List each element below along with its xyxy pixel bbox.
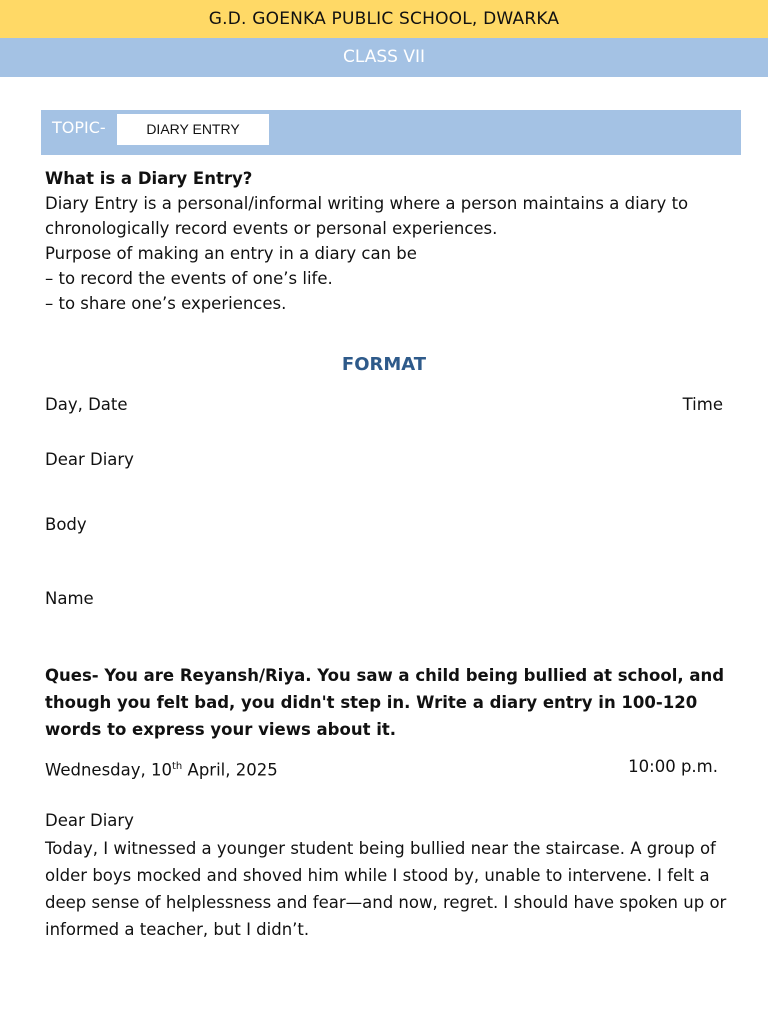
format-day-date: Day, Date [45, 395, 128, 414]
format-time: Time [682, 395, 723, 414]
format-name: Name [45, 589, 94, 608]
intro-line-3: Purpose of making an entry in a diary can be [45, 244, 417, 263]
format-heading: FORMAT [341, 354, 427, 375]
intro-heading: What is a Diary Entry? [45, 169, 253, 188]
sample-date-prefix: Wednesday, 10 [45, 760, 173, 780]
format-body: Body [45, 515, 87, 534]
topic-bar [41, 110, 741, 155]
topic-label: TOPIC- [52, 118, 106, 137]
intro-line-1: Diary Entry is a personal/informal writing where a person maintains a diary to [45, 194, 689, 213]
format-salutation: Dear Diary [45, 450, 134, 469]
intro-line-2: chronologically record events or personal experiences. [45, 219, 498, 238]
sample-time: 10:00 p.m. [628, 757, 718, 776]
intro-bullet-2: – to share one’s experiences. [45, 294, 287, 313]
intro-bullet-1: – to record the events of one’s life. [45, 269, 333, 288]
sample-body: Today, I witnessed a younger student being bullied near the staircase. A group of older boys mocked and shoved him while I stood by, unable to intervene. I felt a deep sense of helplessness and fear—and now, regret. I should have spoken up or informed a teacher, but I didn’t. [45, 839, 727, 939]
school-name-banner: G.D. GOENKA PUBLIC SCHOOL, DWARKA [0, 0, 768, 38]
sample-salutation: Dear Diary [45, 811, 134, 830]
sample-date [45, 754, 278, 783]
question-text: Ques- You are Reyansh/Riya. You saw a child being bullied at school, and though you felt bad, you didn't step in. Write a diary entry in 100-120 words to express your views about it. [45, 666, 725, 739]
sample-date-suffix: April, 2025 [182, 760, 278, 780]
class-banner: CLASS VII [0, 38, 768, 77]
sample-date-sup: th [172, 761, 183, 772]
topic-value: DIARY ENTRY [117, 114, 269, 145]
